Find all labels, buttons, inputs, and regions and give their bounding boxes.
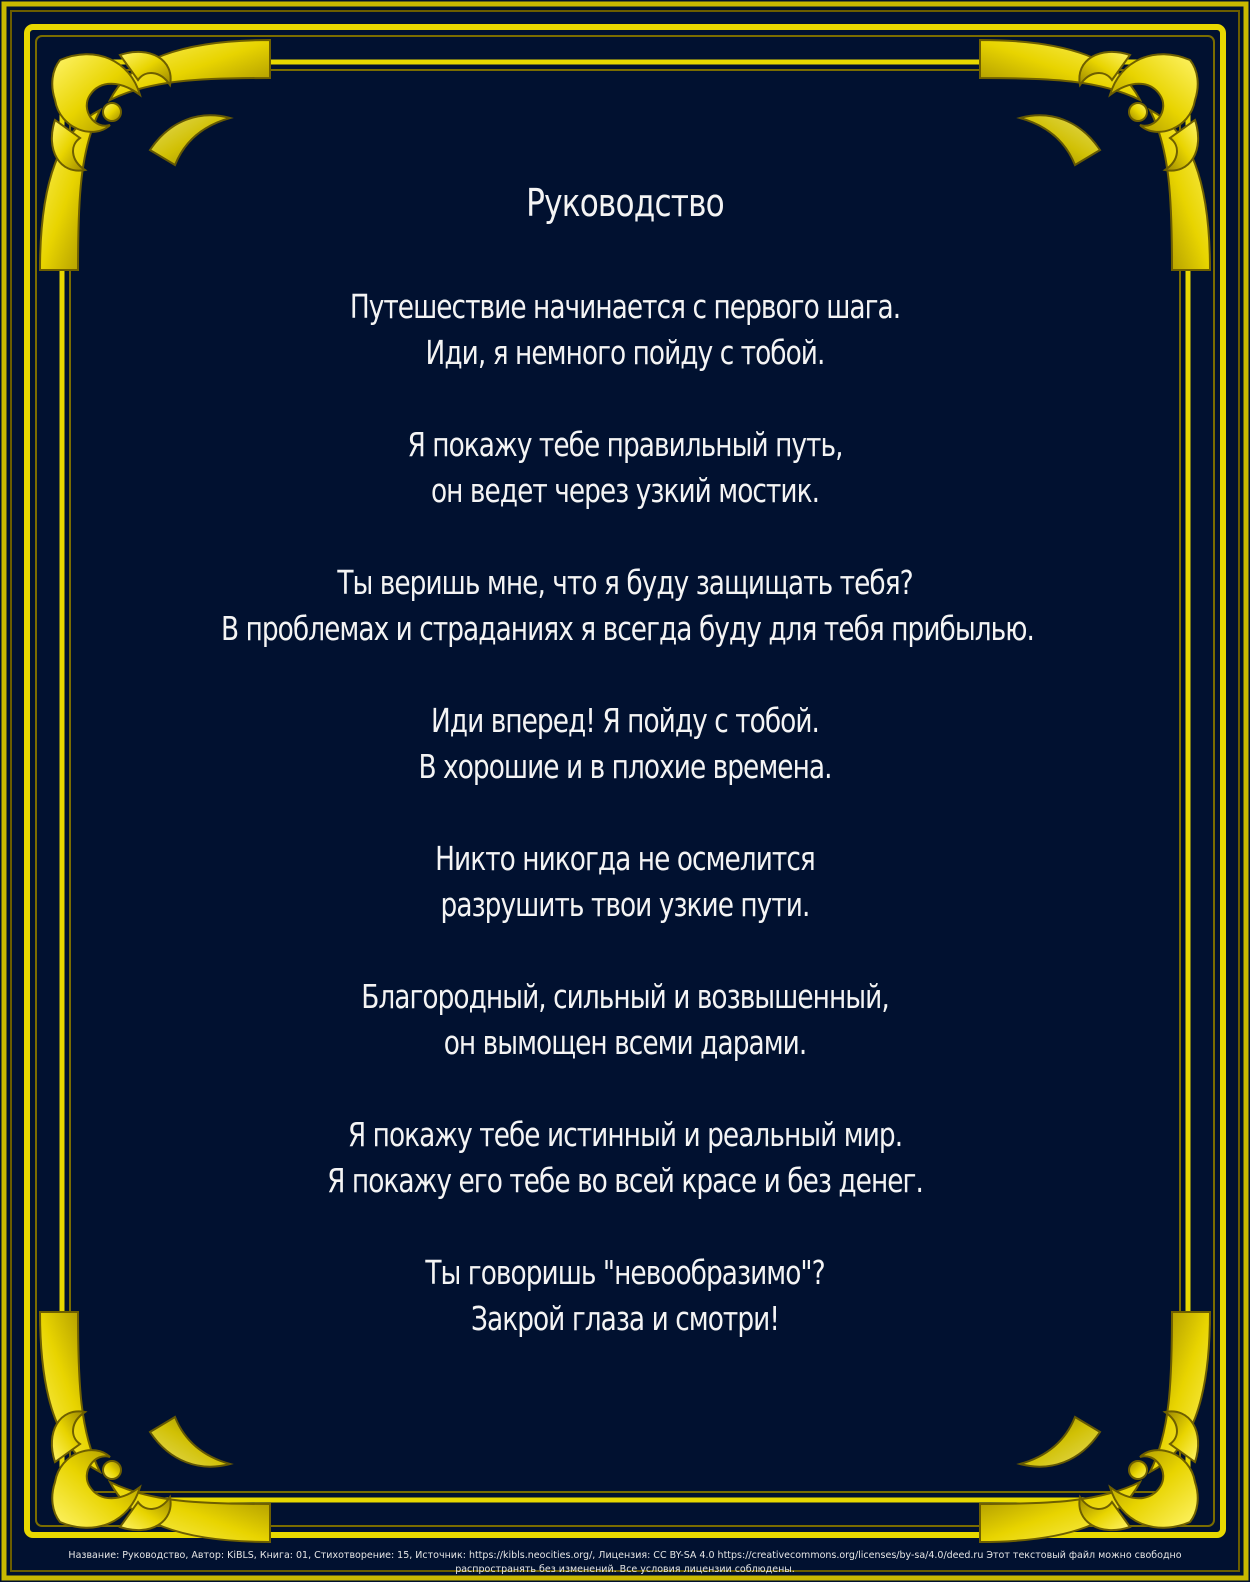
- poem-line: Закрой глаза и смотри!: [471, 1299, 779, 1338]
- poem-line: Я покажу тебе истинный и реальный мир.: [347, 1115, 903, 1154]
- license-line: Название: Руководство, Автор: KiBLS, Книга: 01, Стихотворение: 15, Источник: https://kibls.neocities.org/, Лицензия: CC BY-SA 4.0 https://creativecommons.org/licenses/by-sa/4.0/deed.ru Этот текстовый файл можно свободно: [68, 1550, 1182, 1561]
- stanza: [120, 560, 1130, 652]
- poem-line: В хорошие и в плохие времена.: [418, 747, 832, 786]
- poem: [120, 168, 1130, 1388]
- poem-line: Иди, я немного пойду с тобой.: [425, 333, 825, 372]
- poem-line: Путешествие начинается с первого шага.: [349, 287, 901, 326]
- poem-title: Руководство: [526, 181, 724, 225]
- poem-line: Ты говоришь "невообразимо"?: [425, 1253, 825, 1292]
- poem-line: Я покажу его тебе во всей красе и без денег.: [327, 1161, 923, 1200]
- poem-line: Ты веришь мне, что я буду защищать тебя?: [337, 563, 913, 602]
- license-line: распространять без изменений. Все условия лицензии соблюдены.: [455, 1564, 795, 1575]
- stanza: [120, 836, 1130, 928]
- stanza: [120, 1112, 1130, 1204]
- license-footer: [30, 1549, 1220, 1577]
- stanza: [120, 284, 1130, 376]
- poem-line: Иди вперед! Я пойду с тобой.: [431, 701, 819, 740]
- poem-line: В проблемах и страданиях я всегда буду для тебя прибылью.: [221, 609, 1034, 648]
- poem-line: он вымощен всеми дарами.: [443, 1023, 807, 1062]
- poem-line: Я покажу тебе правильный путь,: [407, 425, 843, 464]
- poem-line: Никто никогда не осмелится: [435, 839, 815, 878]
- poem-line: разрушить твои узкие пути.: [440, 885, 810, 924]
- poem-line: он ведет через узкий мостик.: [430, 471, 820, 510]
- stanza: [120, 698, 1130, 790]
- stanza: [120, 422, 1130, 514]
- stanza: [120, 974, 1130, 1066]
- poem-line: Благородный, сильный и возвышенный,: [361, 977, 889, 1016]
- stanza: [120, 1250, 1130, 1342]
